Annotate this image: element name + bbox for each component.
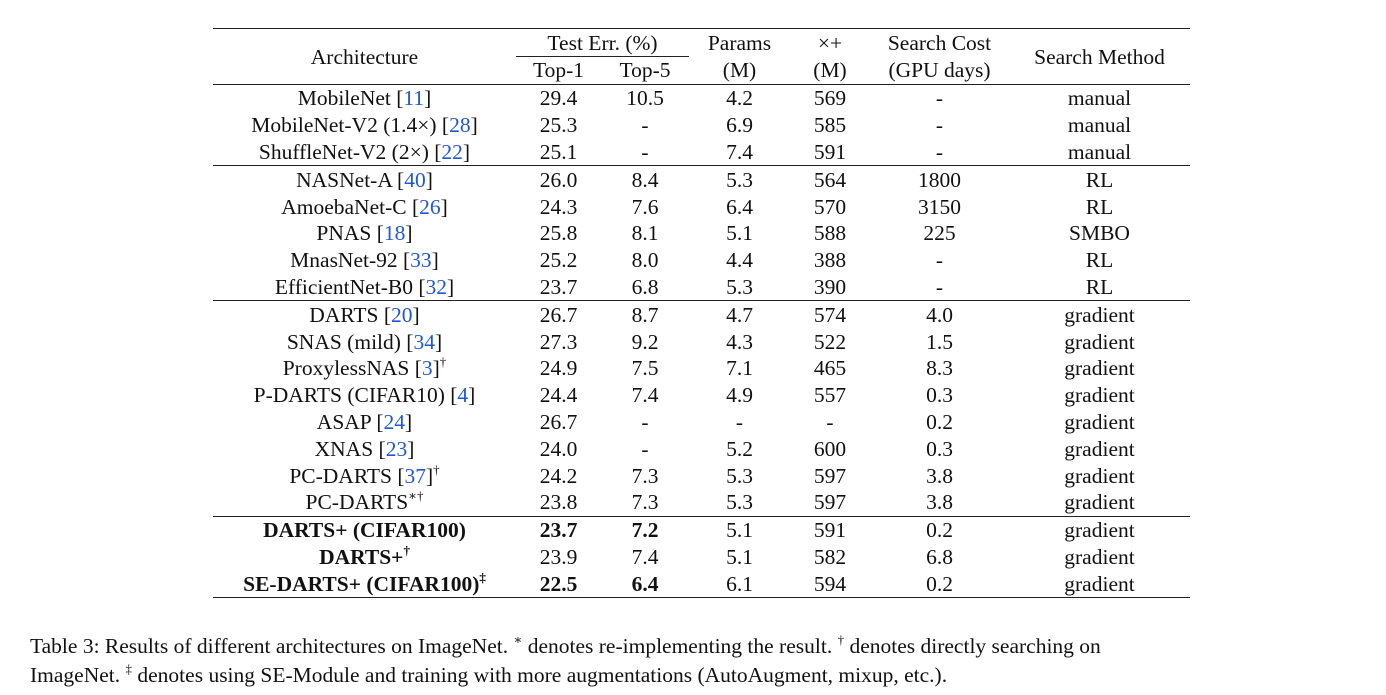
- header-architecture: Architecture: [310, 45, 419, 69]
- cell-top5: 7.5: [631, 356, 659, 381]
- cell-search-cost: 0.2: [870, 516, 1009, 543]
- footnote-marker: †: [433, 461, 440, 477]
- cell-mult-adds: 522: [813, 329, 847, 354]
- table-header: [213, 29, 1190, 85]
- cell-params: 6.1: [726, 571, 753, 596]
- cell-params: 4.9: [726, 383, 753, 408]
- cell-architecture: [213, 382, 516, 409]
- cell-search-cost: 6.8: [926, 544, 953, 569]
- cell-architecture: [213, 166, 516, 193]
- cell-top5: 10.5: [601, 85, 689, 112]
- cell-mult-adds: 388: [813, 248, 847, 273]
- citation-link[interactable]: 34: [413, 329, 435, 354]
- cell-search-cost: 0.3: [926, 436, 953, 461]
- cell-search-cost: -: [870, 85, 1009, 112]
- citation-link[interactable]: 37: [404, 463, 426, 488]
- cell-search-cost: 225: [923, 221, 956, 246]
- cell-top1: 25.2: [539, 248, 578, 273]
- cell-params: 5.2: [726, 436, 753, 461]
- citation-bracket: ]: [434, 329, 443, 354]
- architecture-name: NASNet-A [: [296, 167, 405, 192]
- cell-search-method: RL: [1085, 248, 1114, 273]
- cell-search-method: manual: [1009, 85, 1190, 112]
- cell-search-method: gradient: [1064, 409, 1135, 434]
- header-params: Params: [707, 31, 772, 56]
- cell-search-method: manual: [1067, 139, 1132, 164]
- header-mult-adds-unit: (M): [813, 57, 847, 82]
- cell-params: -: [735, 409, 744, 434]
- header-top1: Top-1: [532, 58, 585, 82]
- table-row: [213, 409, 1190, 436]
- citation-link[interactable]: 4: [457, 383, 469, 408]
- cell-mult-adds: 588: [813, 221, 847, 246]
- citation-bracket: ]: [405, 221, 413, 246]
- cell-search-method: gradient: [1064, 463, 1135, 488]
- table-row: [213, 516, 1190, 543]
- architecture-name: ShuffleNet-V2 (2×) [: [258, 139, 442, 164]
- cell-top1: 25.1: [539, 139, 578, 164]
- caption-text-3: denotes directly searching on: [849, 634, 1101, 658]
- citation-bracket: ]: [432, 356, 440, 381]
- footnote-marker: †: [439, 354, 447, 370]
- cell-params: 5.1: [689, 516, 790, 543]
- cell-top1: 25.8: [539, 221, 578, 246]
- caption-text-5: denotes using SE-Module and training with more augmentations (AutoAugment, mixup, etc.).: [137, 663, 948, 687]
- cell-mult-adds: 597: [813, 463, 847, 488]
- citation-link[interactable]: 26: [419, 194, 441, 219]
- cell-top5: -: [641, 113, 649, 138]
- cell-params: 5.3: [689, 166, 790, 193]
- cell-top1: 23.7: [539, 274, 578, 299]
- citation-link[interactable]: 32: [425, 274, 447, 299]
- cell-top1: 22.5: [539, 571, 578, 596]
- cell-search-cost: 3.8: [926, 463, 953, 488]
- caption-label: Table 3:: [30, 634, 100, 658]
- header-params-unit: (M): [722, 57, 757, 82]
- cell-search-cost: 8.3: [926, 356, 953, 381]
- cell-top1: 26.0: [516, 166, 601, 193]
- cell-search-method: gradient: [1009, 516, 1190, 543]
- citation-link[interactable]: 20: [391, 302, 413, 327]
- cell-top1: 29.4: [516, 85, 601, 112]
- cell-architecture: [213, 301, 516, 328]
- cell-params: 5.3: [726, 490, 753, 515]
- architecture-name: MobileNet [: [297, 86, 404, 111]
- cell-mult-adds: -: [826, 409, 834, 434]
- citation-bracket: ]: [425, 167, 433, 192]
- cell-mult-adds: 574: [790, 301, 870, 328]
- cell-top5: 7.3: [631, 463, 659, 488]
- cell-mult-adds: 390: [813, 274, 847, 299]
- cell-search-method: gradient: [1064, 436, 1135, 461]
- citation-bracket: ]: [426, 463, 434, 488]
- citation-link[interactable]: 3: [421, 356, 433, 381]
- cell-top5: -: [641, 436, 649, 461]
- header-test-error: Test Err. (%): [516, 29, 689, 57]
- cell-params: 5.3: [726, 463, 753, 488]
- header-top5: Top-5: [619, 58, 671, 82]
- table-row: [213, 328, 1190, 355]
- caption-ddagger-symbol: ‡: [125, 661, 133, 676]
- cell-top1: 23.9: [539, 544, 578, 569]
- cell-top1: 26.7: [539, 409, 578, 434]
- cell-search-cost: -: [935, 139, 944, 164]
- cell-mult-adds: 582: [813, 544, 847, 569]
- table-body: [213, 85, 1190, 598]
- cell-search-cost: 3.8: [926, 490, 953, 515]
- cell-architecture: [213, 516, 516, 543]
- table-row: [213, 274, 1190, 301]
- cell-params: 4.2: [689, 85, 790, 112]
- cell-mult-adds: 591: [790, 516, 870, 543]
- cell-top5: 6.4: [631, 571, 659, 596]
- cell-top1: 24.9: [539, 356, 578, 381]
- cell-top1: 24.0: [539, 436, 578, 461]
- citation-bracket: ]: [431, 248, 439, 273]
- cell-params: 4.3: [726, 329, 753, 354]
- citation-bracket: ]: [424, 86, 432, 111]
- cell-search-cost: 0.3: [926, 383, 953, 408]
- cell-search-method: gradient: [1064, 490, 1135, 515]
- cell-search-method: RL: [1009, 166, 1190, 193]
- cell-top5: 7.6: [631, 194, 659, 219]
- cell-top1: 23.7: [516, 516, 601, 543]
- cell-search-method: RL: [1085, 274, 1114, 299]
- architecture-name: PC-DARTS [: [289, 463, 405, 488]
- footnote-marker: †: [403, 542, 410, 558]
- architecture-name: EfficientNet-B0 [: [274, 274, 426, 299]
- table-row: [213, 435, 1190, 462]
- architecture-name: SE-DARTS+ (CIFAR100): [243, 571, 480, 596]
- cell-params: 5.1: [726, 221, 753, 246]
- table-row: [213, 382, 1190, 409]
- cell-search-method: SMBO: [1069, 221, 1130, 246]
- cell-search-cost: -: [935, 274, 944, 299]
- cell-architecture: [213, 220, 516, 247]
- citation-link[interactable]: 18: [383, 221, 406, 246]
- cell-architecture: [213, 328, 516, 355]
- architecture-name: DARTS+: [319, 544, 404, 569]
- citation-link[interactable]: 22: [441, 139, 463, 164]
- architecture-name: P-DARTS (CIFAR10) [: [253, 383, 458, 408]
- caption-star-symbol: ∗: [513, 632, 523, 647]
- architecture-name: XNAS [: [314, 436, 386, 461]
- cell-search-method: gradient: [1064, 544, 1135, 569]
- cell-mult-adds: 557: [813, 383, 847, 408]
- cell-params: 4.7: [689, 301, 790, 328]
- header-search-cost-unit: (GPU days): [888, 57, 991, 82]
- results-table-container: [213, 28, 1190, 598]
- architecture-name: DARTS+ (CIFAR100): [263, 518, 466, 543]
- cell-architecture: [213, 462, 516, 489]
- cell-architecture: [213, 85, 516, 112]
- cell-architecture: [213, 139, 516, 166]
- cell-top1: 25.3: [539, 113, 578, 138]
- citation-bracket: ]: [468, 383, 476, 408]
- citation-link[interactable]: 33: [410, 248, 432, 273]
- results-table: [213, 28, 1190, 598]
- architecture-name: AmoebaNet-C [: [281, 194, 420, 219]
- cell-architecture: [213, 247, 516, 274]
- citation-bracket: ]: [470, 113, 478, 138]
- table-row: [213, 193, 1190, 220]
- table-row: [213, 247, 1190, 274]
- cell-architecture: [213, 193, 516, 220]
- cell-mult-adds: 570: [813, 194, 847, 219]
- header-search-method: Search Method: [1034, 45, 1165, 69]
- cell-top5: 8.1: [631, 221, 659, 246]
- table-row: [213, 220, 1190, 247]
- header-search-cost: Search Cost: [887, 31, 992, 56]
- table-row: [213, 166, 1190, 193]
- cell-architecture: [213, 274, 516, 301]
- cell-search-cost: 1.5: [926, 329, 953, 354]
- architecture-name: DARTS [: [309, 302, 392, 327]
- cell-top1: 26.7: [516, 301, 601, 328]
- architecture-name: SNAS (mild) [: [286, 329, 414, 354]
- architecture-name: ProxylessNAS [: [282, 356, 422, 381]
- citation-bracket: ]: [407, 436, 415, 461]
- cell-search-cost: 1800: [870, 166, 1009, 193]
- architecture-name: MnasNet-92 [: [290, 248, 411, 273]
- table-row: [213, 112, 1190, 139]
- cell-search-cost: 4.0: [870, 301, 1009, 328]
- cell-params: 5.3: [726, 274, 753, 299]
- citation-bracket: ]: [446, 274, 455, 299]
- cell-search-method: gradient: [1064, 329, 1135, 354]
- cell-top1: 27.3: [539, 329, 578, 354]
- cell-params: 6.4: [726, 194, 753, 219]
- cell-top5: 7.4: [631, 544, 659, 569]
- cell-search-method: gradient: [1064, 383, 1135, 408]
- citation-link[interactable]: 24: [383, 409, 406, 434]
- cell-top1: 24.2: [539, 463, 578, 488]
- cell-mult-adds: 585: [813, 113, 847, 138]
- citation-bracket: ]: [412, 302, 420, 327]
- cell-top5: 9.2: [631, 329, 659, 354]
- table-row: [213, 85, 1190, 112]
- cell-search-cost: 3150: [918, 194, 961, 219]
- table-row: [213, 139, 1190, 166]
- cell-mult-adds: 594: [813, 571, 847, 596]
- citation-link[interactable]: 23: [385, 436, 408, 461]
- caption-text-1: Results of different architectures on ImageNet.: [104, 634, 509, 658]
- cell-search-cost: 0.2: [926, 571, 953, 596]
- cell-params: 7.4: [726, 139, 753, 164]
- cell-top1: 24.4: [539, 383, 578, 408]
- citation-link[interactable]: 28: [449, 113, 471, 138]
- cell-params: 4.4: [726, 248, 753, 273]
- caption-text-4: ImageNet.: [30, 663, 121, 687]
- cell-architecture: [213, 435, 516, 462]
- cell-architecture: [213, 409, 516, 436]
- footnote-marker: ∗†: [408, 488, 424, 504]
- cell-params: 5.1: [726, 544, 753, 569]
- architecture-name: MobileNet-V2 (1.4×) [: [251, 113, 450, 138]
- cell-architecture: [213, 544, 516, 571]
- cell-top1: 24.3: [539, 194, 578, 219]
- cell-top5: 7.2: [601, 516, 689, 543]
- cell-top5: 7.3: [631, 490, 659, 515]
- cell-mult-adds: 591: [813, 139, 847, 164]
- table-row: [213, 489, 1190, 516]
- cell-top5: -: [641, 409, 649, 434]
- cell-mult-adds: 600: [813, 436, 847, 461]
- citation-bracket: ]: [462, 139, 471, 164]
- cell-mult-adds: 569: [790, 85, 870, 112]
- table-row: [213, 570, 1190, 597]
- cell-search-method: gradient: [1009, 301, 1190, 328]
- cell-search-cost: 0.2: [926, 409, 953, 434]
- architecture-name: PC-DARTS: [305, 490, 409, 515]
- header-mult-adds: ×+: [817, 31, 843, 56]
- cell-search-method: manual: [1067, 113, 1132, 138]
- cell-top5: 8.7: [601, 301, 689, 328]
- cell-search-method: gradient: [1064, 571, 1135, 596]
- cell-top5: 6.8: [631, 274, 659, 299]
- cell-top5: -: [641, 139, 649, 164]
- cell-mult-adds: 597: [813, 490, 847, 515]
- architecture-name: PNAS [: [316, 221, 384, 246]
- cell-architecture: [213, 355, 516, 382]
- cell-top1: 23.8: [539, 490, 578, 515]
- citation-link[interactable]: 11: [403, 86, 425, 111]
- footnote-marker: ‡: [479, 569, 486, 585]
- table-row: [213, 355, 1190, 382]
- cell-architecture: [213, 570, 516, 597]
- table-row: [213, 301, 1190, 328]
- caption-text-2: denotes re-implementing the result.: [527, 634, 833, 658]
- table-row: [213, 462, 1190, 489]
- citation-bracket: ]: [405, 409, 413, 434]
- cell-search-method: RL: [1085, 194, 1114, 219]
- caption-dagger-symbol: †: [837, 632, 845, 647]
- cell-search-method: gradient: [1064, 356, 1135, 381]
- table-caption: [30, 632, 1380, 690]
- architecture-name: ASAP [: [316, 409, 384, 434]
- cell-params: 6.9: [726, 113, 753, 138]
- citation-bracket: ]: [440, 194, 448, 219]
- cell-params: 7.1: [726, 356, 753, 381]
- table-row: [213, 544, 1190, 571]
- cell-mult-adds: 564: [790, 166, 870, 193]
- cell-mult-adds: 465: [813, 356, 847, 381]
- cell-search-cost: -: [935, 248, 944, 273]
- cell-top5: 8.0: [631, 248, 659, 273]
- cell-search-cost: -: [935, 113, 944, 138]
- cell-top5: 7.4: [631, 383, 659, 408]
- cell-architecture: [213, 489, 516, 516]
- cell-top5: 8.4: [601, 166, 689, 193]
- cell-architecture: [213, 112, 516, 139]
- citation-link[interactable]: 40: [404, 167, 426, 192]
